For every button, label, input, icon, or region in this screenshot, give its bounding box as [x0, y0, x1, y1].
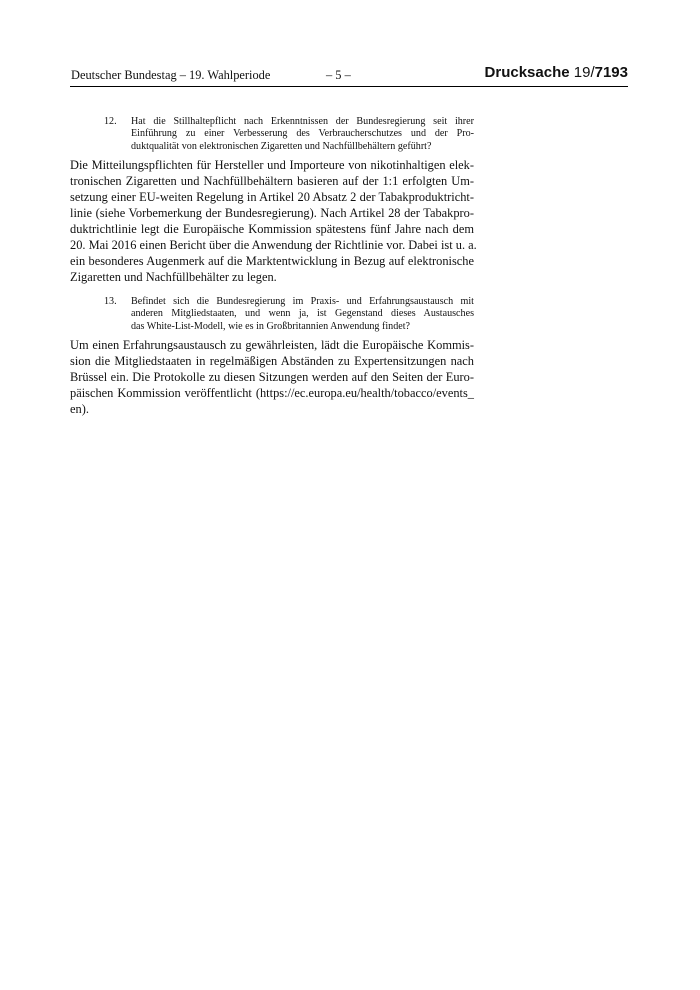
question-line: Hat die Stillhaltepflicht nach Erkenntnissen der Bundesregierung seit ihrer: [131, 116, 474, 127]
drucksache-number: 7193: [594, 64, 628, 81]
header-parliament: Deutscher Bundestag – 19. Wahlperiode: [71, 68, 271, 82]
question-line: duktqualität von elektronischen Zigaretten und Nachfüllbehältern geführt?: [131, 140, 432, 152]
question-text: [131, 296, 474, 333]
drucksache-label: Drucksache: [484, 64, 570, 81]
answer-line: Zigaretten und Nachfüllbehälter zu legen.: [70, 270, 277, 284]
question-13: [104, 296, 474, 333]
page-header: [70, 66, 628, 87]
answer-line: duktrichtlinie legt die Europäische Kommission spätestens fünf Jahre nach dem: [70, 222, 474, 236]
answer-12: [70, 157, 477, 285]
question-line: Einführung zu einer Verbesserung des Verbraucherschutzes und der Pro-: [131, 128, 474, 140]
answer-line: sion die Mitgliedstaaten in regelmäßigen Abständen zu Expertensitzungen nach: [70, 354, 474, 368]
question-12: [104, 116, 474, 153]
answer-line: setzung einer EU-weiten Regelung in Artikel 20 Absatz 2 der Tabakproduktricht-: [70, 190, 474, 204]
header-page-number: – 5 –: [326, 68, 351, 82]
header-drucksache: [485, 64, 628, 81]
answer-line: Die Mitteilungspflichten für Hersteller und Importeure von nikotinhaltigen elek-: [70, 158, 474, 172]
question-line: das White-List-Modell, wie es in Großbritannien Anwendung findet?: [131, 320, 411, 332]
question-line: anderen Mitgliedstaaten, und wenn ja, ist Gegenstand dieses Austausches: [131, 308, 474, 320]
answer-line: ein besonderes Augenmerk auf die Marktentwicklung in Bezug auf elektronische: [70, 254, 474, 268]
answer-line: päischen Kommission veröffentlicht (https://ec.europa.eu/health/tobacco/events_: [70, 386, 474, 400]
question-text: [131, 116, 474, 153]
answer-line: Um einen Erfahrungsaustausch zu gewährleisten, lädt die Europäische Kommis-: [70, 338, 474, 352]
answer-line: en).: [70, 402, 89, 416]
drucksache-prefix: 19/: [573, 64, 595, 81]
answer-line: Brüssel ein. Die Protokolle zu diesen Sitzungen werden auf den Seiten der Euro-: [70, 370, 474, 384]
answer-13: [70, 337, 474, 417]
question-number: 12.: [104, 116, 117, 127]
answer-line: linie (siehe Vorbemerkung der Bundesregierung). Nach Artikel 28 der Tabakpro-: [70, 206, 474, 220]
answer-line: 20. Mai 2016 einen Bericht über die Anwendung der Richtlinie vor. Dabei ist u. a.: [70, 238, 477, 252]
question-number: 13.: [104, 296, 117, 307]
answer-line: tronischen Zigaretten und Nachfüllbehältern basieren auf der 1:1 erfolgten Um-: [70, 174, 474, 188]
question-line: Befindet sich die Bundesregierung im Praxis- und Erfahrungsaustausch mit: [131, 296, 474, 307]
